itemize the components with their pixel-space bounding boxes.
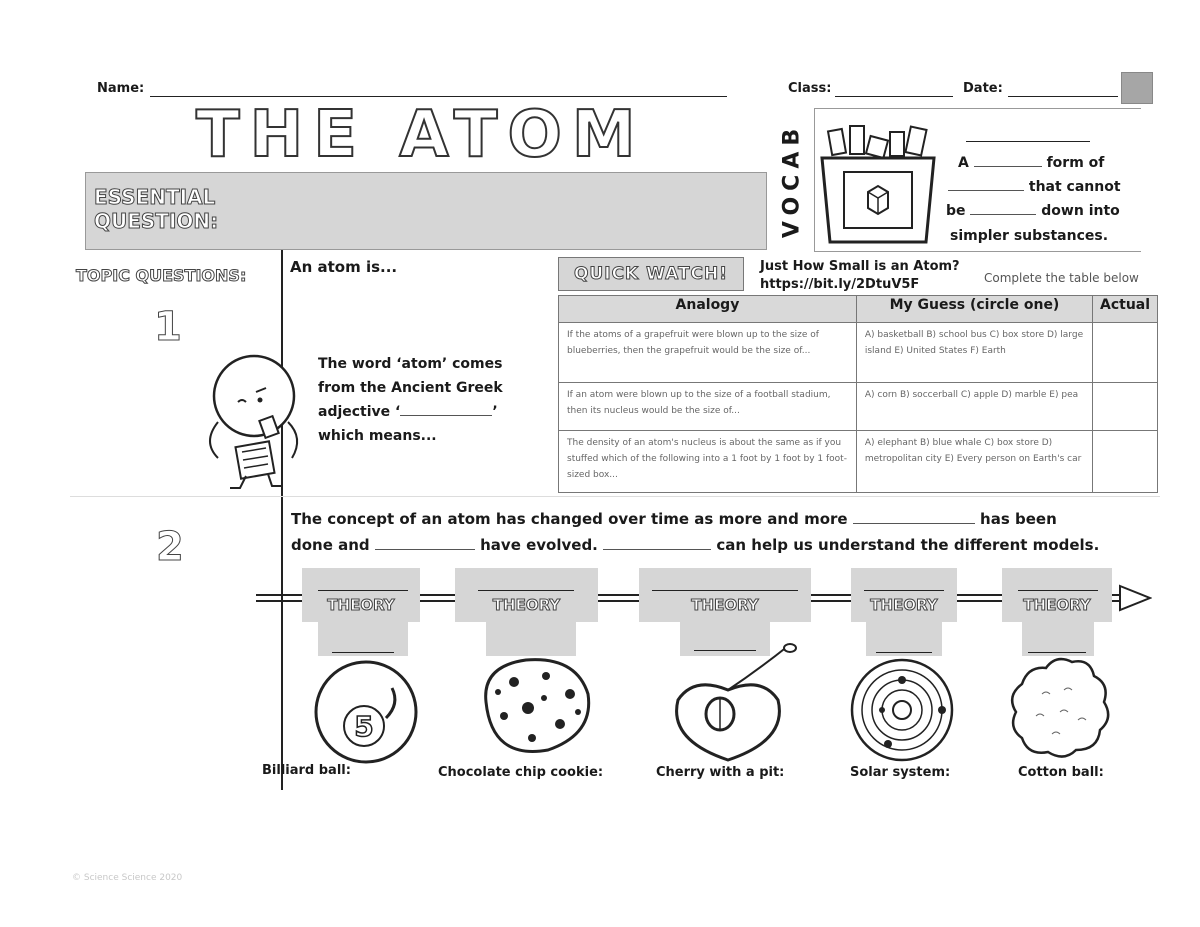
basket-of-blocks-icon <box>818 124 938 246</box>
theory-year-field-4[interactable] <box>876 652 932 653</box>
header-analogy: Analogy <box>559 296 857 323</box>
analogy-cell: If an atom were blown up to the size of a football stadium, then its nucleus would be the size of... <box>559 383 857 431</box>
table-row <box>559 383 1158 431</box>
date-field[interactable] <box>1008 96 1118 97</box>
essential-question-label <box>94 185 218 233</box>
vocab-line-1-b: form of <box>1046 155 1105 171</box>
vocab-line-4: simpler substances. <box>950 228 1109 244</box>
vocab-blank-2[interactable] <box>948 190 1024 191</box>
theory-year-box-2[interactable] <box>486 622 576 656</box>
word-origin-line-3-a: adjective ‘ <box>318 404 401 420</box>
vocab-line-3-b: down into <box>1041 203 1120 219</box>
theory-label-1: THEORY <box>327 596 395 614</box>
vertical-divider <box>281 250 283 790</box>
atom-word-origin <box>318 352 503 448</box>
analogy-cell: If the atoms of a grapefruit were blown up to the size of blueberries, then the grapefruit would be the size of... <box>559 323 857 383</box>
caption-chocolate-chip-cookie: Chocolate chip cookie: <box>438 765 604 780</box>
analogy-cell: The density of an atom's nucleus is about the same as if you stuffed which of the following into a 1 foot by 1 foot by 1 foot-sized box... <box>559 431 857 493</box>
q2-line-2-a: done and <box>291 536 370 554</box>
vocab-side-label: VOCAB <box>779 122 805 239</box>
vocab-side-label-wrap <box>772 118 812 248</box>
quick-watch-label: QUICK WATCH! <box>573 264 729 284</box>
quick-watch-badge <box>558 257 744 291</box>
vocab-term-field[interactable] <box>966 141 1090 142</box>
timeline-arrow-icon <box>1118 584 1152 612</box>
theory-name-field-1[interactable] <box>318 590 408 591</box>
q2-line-1-a: The concept of an atom has changed over time as more and more <box>291 510 848 528</box>
guess-cell[interactable]: A) elephant B) blue whale C) box store D) metropolitan city E) Every person on Earth's car <box>856 431 1092 493</box>
theory-year-field-5[interactable] <box>1028 652 1086 653</box>
copyright-footer: © Science Science 2020 <box>72 873 183 883</box>
table-row <box>559 323 1158 383</box>
vocab-line-3-a: be <box>946 203 966 219</box>
theory-year-box-5[interactable] <box>1022 622 1094 656</box>
class-field[interactable] <box>835 96 953 97</box>
vocab-line-1 <box>958 155 1104 171</box>
caption-solar-system: Solar system: <box>850 765 951 780</box>
caption-cotton-ball: Cotton ball: <box>1018 765 1104 780</box>
theory-name-field-2[interactable] <box>478 590 574 591</box>
q2-line-1 <box>291 510 1057 528</box>
guess-cell[interactable]: A) corn B) soccerball C) apple D) marble E) pea <box>856 383 1092 431</box>
table-row <box>559 431 1158 493</box>
video-title: Just How Small is an Atom? <box>760 259 960 274</box>
q2-line-2-b: have evolved. <box>480 536 598 554</box>
video-link[interactable]: https://bit.ly/2DtuV5F <box>760 277 920 292</box>
topic-questions-label: TOPIC QUESTIONS: <box>76 266 247 285</box>
q2-line-2 <box>291 536 1099 554</box>
theory-year-field-1[interactable] <box>332 652 394 653</box>
theory-label-3: THEORY <box>691 596 759 614</box>
vocab-line-3 <box>946 203 1120 219</box>
q2-blank-3[interactable] <box>603 549 711 550</box>
header-guess: My Guess (circle one) <box>856 296 1092 323</box>
name-label: Name: <box>97 81 145 96</box>
greek-adjective-blank[interactable] <box>400 415 492 416</box>
analogy-table-header <box>559 296 1158 323</box>
theory-label-2: THEORY <box>492 596 561 614</box>
atom-character-icon <box>198 352 310 492</box>
billiard-ball-icon <box>312 658 420 766</box>
vocab-line-2 <box>948 179 1121 195</box>
vocab-blank-1[interactable] <box>974 166 1042 167</box>
guess-cell[interactable]: A) basketball B) school bus C) box store D) large island E) United States F) Earth <box>856 323 1092 383</box>
vocab-blank-3[interactable] <box>970 214 1036 215</box>
date-label: Date: <box>963 81 1003 96</box>
corner-box <box>1121 72 1153 104</box>
table-instruction: Complete the table below <box>984 271 1139 285</box>
word-origin-line-2: from the Ancient Greek <box>318 380 503 396</box>
q2-blank-1[interactable] <box>853 523 975 524</box>
name-field[interactable] <box>150 96 727 97</box>
theory-year-box-4[interactable] <box>866 622 942 656</box>
chocolate-chip-cookie-icon <box>474 652 598 758</box>
atom-is-prompt: An atom is... <box>290 258 398 276</box>
cherry-with-pit-icon <box>670 640 806 764</box>
caption-billiard-ball: Billiard ball: <box>262 763 351 778</box>
cotton-ball-icon <box>1002 654 1114 764</box>
analogy-table <box>558 295 1158 493</box>
actual-cell[interactable] <box>1093 323 1158 383</box>
theory-name-field-3[interactable] <box>652 590 798 591</box>
question-2-number: 2 <box>156 524 184 570</box>
essential-line-2: QUESTION: <box>94 209 219 233</box>
word-origin-line-3 <box>318 400 503 424</box>
theory-name-field-4[interactable] <box>864 590 944 591</box>
class-label: Class: <box>788 81 832 96</box>
q2-line-2-c: can help us understand the different models. <box>716 536 1100 554</box>
theory-year-box-1[interactable] <box>318 622 408 656</box>
q2-line-1-b: has been <box>980 510 1057 528</box>
page-title: THE ATOM <box>196 98 646 172</box>
actual-cell[interactable] <box>1093 383 1158 431</box>
theory-name-field-5[interactable] <box>1018 590 1098 591</box>
header-actual: Actual <box>1093 296 1158 323</box>
theory-label-5: THEORY <box>1023 596 1091 614</box>
theory-label-4: THEORY <box>870 596 938 614</box>
caption-cherry-with-pit: Cherry with a pit: <box>656 765 785 780</box>
word-origin-line-3-b: ’ <box>492 404 498 420</box>
solar-system-icon <box>848 656 956 764</box>
word-origin-line-1: The word ‘atom’ comes <box>318 356 503 372</box>
question-1-number: 1 <box>154 304 182 350</box>
essential-line-1: ESSENTIAL <box>94 185 216 209</box>
word-origin-line-4: which means... <box>318 428 437 444</box>
vocab-line-2-text: that cannot <box>1028 179 1121 195</box>
svg-text:5: 5 <box>354 710 374 743</box>
q2-blank-2[interactable] <box>375 549 475 550</box>
actual-cell[interactable] <box>1093 431 1158 493</box>
horizontal-divider <box>70 496 1160 497</box>
vocab-line-1-a: A <box>958 155 969 171</box>
